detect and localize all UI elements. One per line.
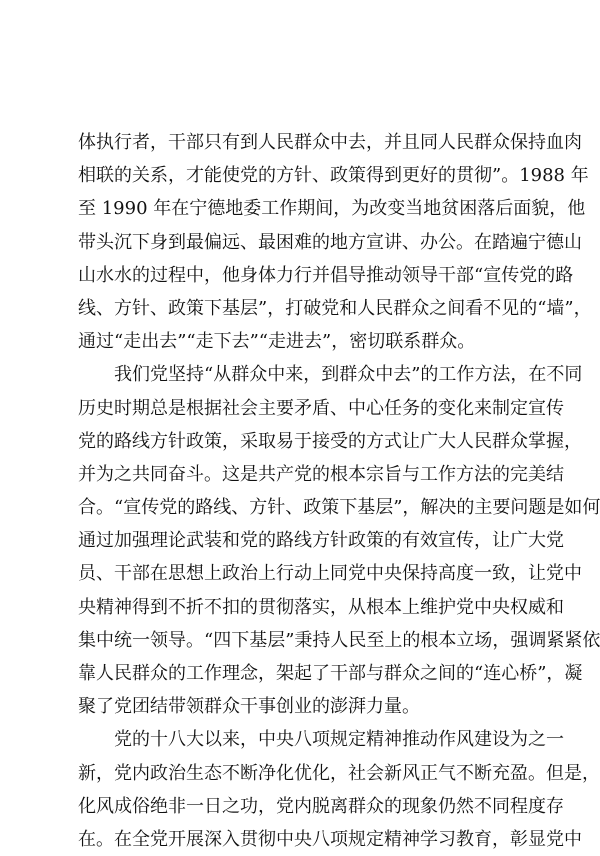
- text-line: 历史时期总是根据社会主要矛盾、中心任务的变化来制定宣传: [78, 397, 564, 419]
- text-line: 聚了党团结带领群众干事创业的澎湃力量。: [78, 696, 420, 718]
- text-line: 党的路线方针政策，采取易于接受的方式让广大人民群众掌握，: [78, 430, 582, 452]
- text-line: 央精神得到不折不扣的贯彻落实，从根本上维护党中央权威和: [78, 596, 564, 618]
- text-line: 合。“宣传党的路线、方针、政策下基层”，解决的主要问题是如何: [78, 497, 600, 519]
- text-line: 靠人民群众的工作理念，架起了干部与群众之间的“连心桥”，凝: [78, 663, 583, 684]
- text-line: 通过加强理论武装和党的路线方针政策的有效宣传，让广大党: [78, 530, 564, 552]
- text-line: 至 1990 年在宁德地委工作期间，为改变当地贫困落后面貌，他: [78, 198, 586, 220]
- text-line: 通过“走出去”“走下去”“走进去”，密切联系群众。: [78, 331, 476, 353]
- text-line: 山水水的过程中，他身体力行并倡导推动领导干部“宣传党的路: [78, 264, 574, 286]
- text-line: 集中统一领导。“四下基层”秉持人民至上的根本立场，强调紧紧依: [78, 629, 600, 651]
- text-line: 化风成俗绝非一日之功，党内脱离群众的现象仍然不同程度存: [78, 795, 564, 817]
- text-line: 在。在全党开展深入贯彻中央八项规定精神学习教育，彰显党中: [78, 828, 582, 850]
- text-line: 相联的关系，才能使党的方针、政策得到更好的贯彻”。1988 年: [78, 165, 589, 187]
- body-text: [78, 126, 600, 856]
- text-line: 带头沉下身到最偏远、最困难的地方宣讲、办公。在踏遍宁德山: [78, 231, 582, 253]
- text-line: 员、干部在思想上政治上行动上同党中央保持高度一致，让党中: [78, 563, 582, 585]
- text-line: 线、方针、政策下基层”，打破党和人民群众之间看不见的“墙”，: [78, 297, 592, 319]
- paragraph-start-line: 党的十八大以来，中央八项规定精神推动作风建设为之一: [114, 729, 564, 751]
- text-line: 新，党内政治生态不断净化优化，社会新风正气不断充盈。但是，: [78, 762, 600, 784]
- paragraph-start-line: 我们党坚持“从群众中来，到群众中去”的工作方法，在不同: [114, 364, 583, 386]
- text-line: 并为之共同奋斗。这是共产党的根本宗旨与工作方法的完美结: [78, 463, 564, 485]
- text-line: 体执行者，干部只有到人民群众中去，并且同人民群众保持血肉: [78, 132, 582, 153]
